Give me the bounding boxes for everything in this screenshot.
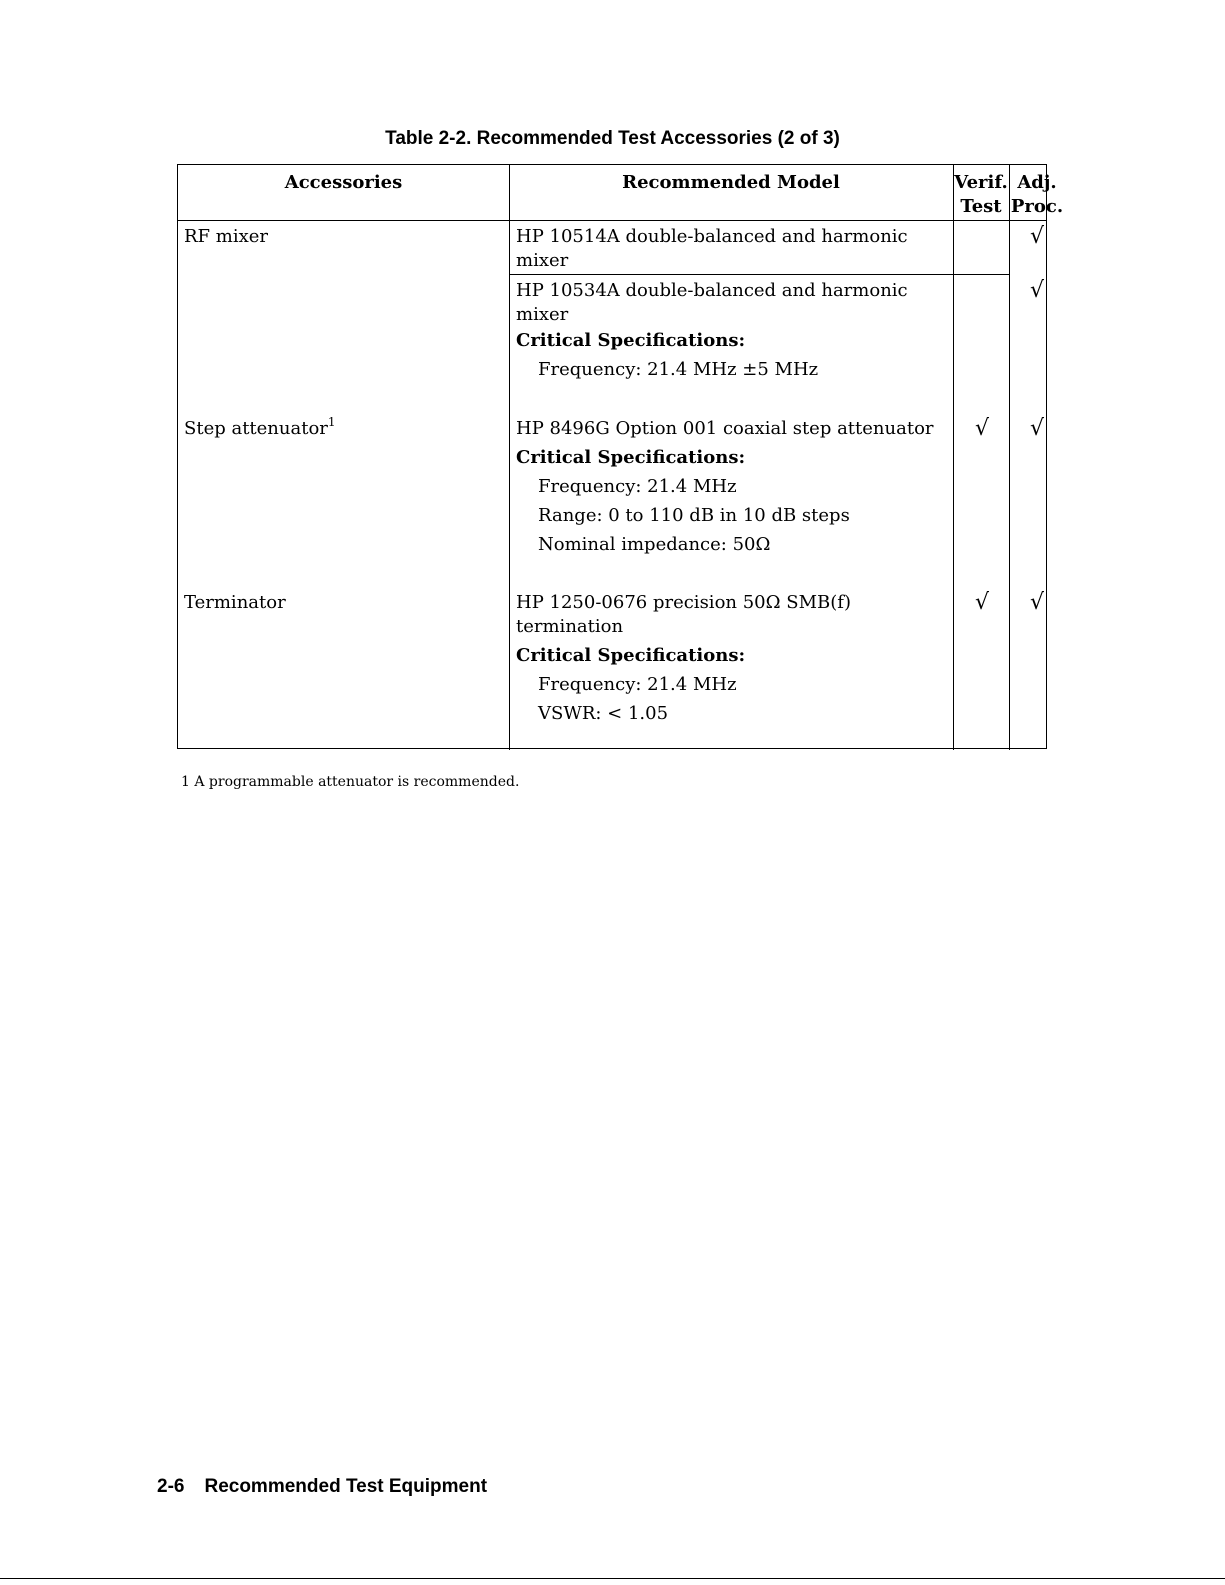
model-text: termination [516,616,624,637]
model-text: HP 8496G Option 001 coaxial step attenuator [516,418,934,439]
section-title: Recommended Test Equipment [204,1476,488,1497]
spec-text: Frequency: 21.4 MHz [538,674,737,695]
page-number: 2-6 [157,1476,185,1497]
spec-heading: Critical Specifications: [516,447,746,468]
column-divider [1009,165,1010,750]
model-text: mixer [516,250,569,271]
model-text: HP 1250-0676 precision 50Ω SMB(f) [516,592,851,613]
model-divider [509,274,1009,275]
page-footer [157,1474,487,1500]
column-divider [509,165,510,750]
spec-text: Nominal impedance: 50Ω [538,534,771,555]
model-text: HP 10534A double-balanced and harmonic [516,280,908,301]
check-icon: √ [1029,590,1045,615]
spec-heading: Critical Specifications: [516,645,746,666]
accessories-table [177,164,1064,749]
header-recommended-model: Recommended Model [622,172,840,193]
header-verif-line1: Verif. [954,172,1008,193]
bottom-rule [0,1578,1225,1579]
header-verif-line2: Test [960,196,1002,217]
spec-heading: Critical Specifications: [516,330,746,351]
table-title: Table 2-2. Recommended Test Accessories (2 of 3) [385,128,840,149]
check-icon: √ [974,590,990,615]
header-adj-line1: Adj. [1017,172,1057,193]
footnote-ref: 1 [327,415,336,429]
header-accessories: Accessories [284,172,403,193]
accessory-step-attenuator: Step attenuator$^1$ [184,415,336,439]
model-text: HP 10514A double-balanced and harmonic [516,226,908,247]
spec-text: Frequency: 21.4 MHz ±5 MHz [538,359,819,380]
header-adj-line2: Proc. [1010,196,1064,217]
model-text: mixer [516,304,569,325]
column-divider [953,165,954,750]
spec-text: Range: 0 to 110 dB in 10 dB steps [538,505,850,526]
check-icon: √ [1029,224,1045,249]
spec-text: VSWR: < 1.05 [538,703,669,724]
check-icon: √ [1029,416,1045,441]
check-icon: √ [974,416,990,441]
footnote: 1 A programmable attenuator is recommended. [181,774,520,790]
accessory-terminator: Terminator [184,592,286,613]
header-divider [178,220,1046,221]
check-icon: √ [1029,278,1045,303]
spec-text: Frequency: 21.4 MHz [538,476,737,497]
accessory-rf-mixer: RF mixer [184,226,268,247]
